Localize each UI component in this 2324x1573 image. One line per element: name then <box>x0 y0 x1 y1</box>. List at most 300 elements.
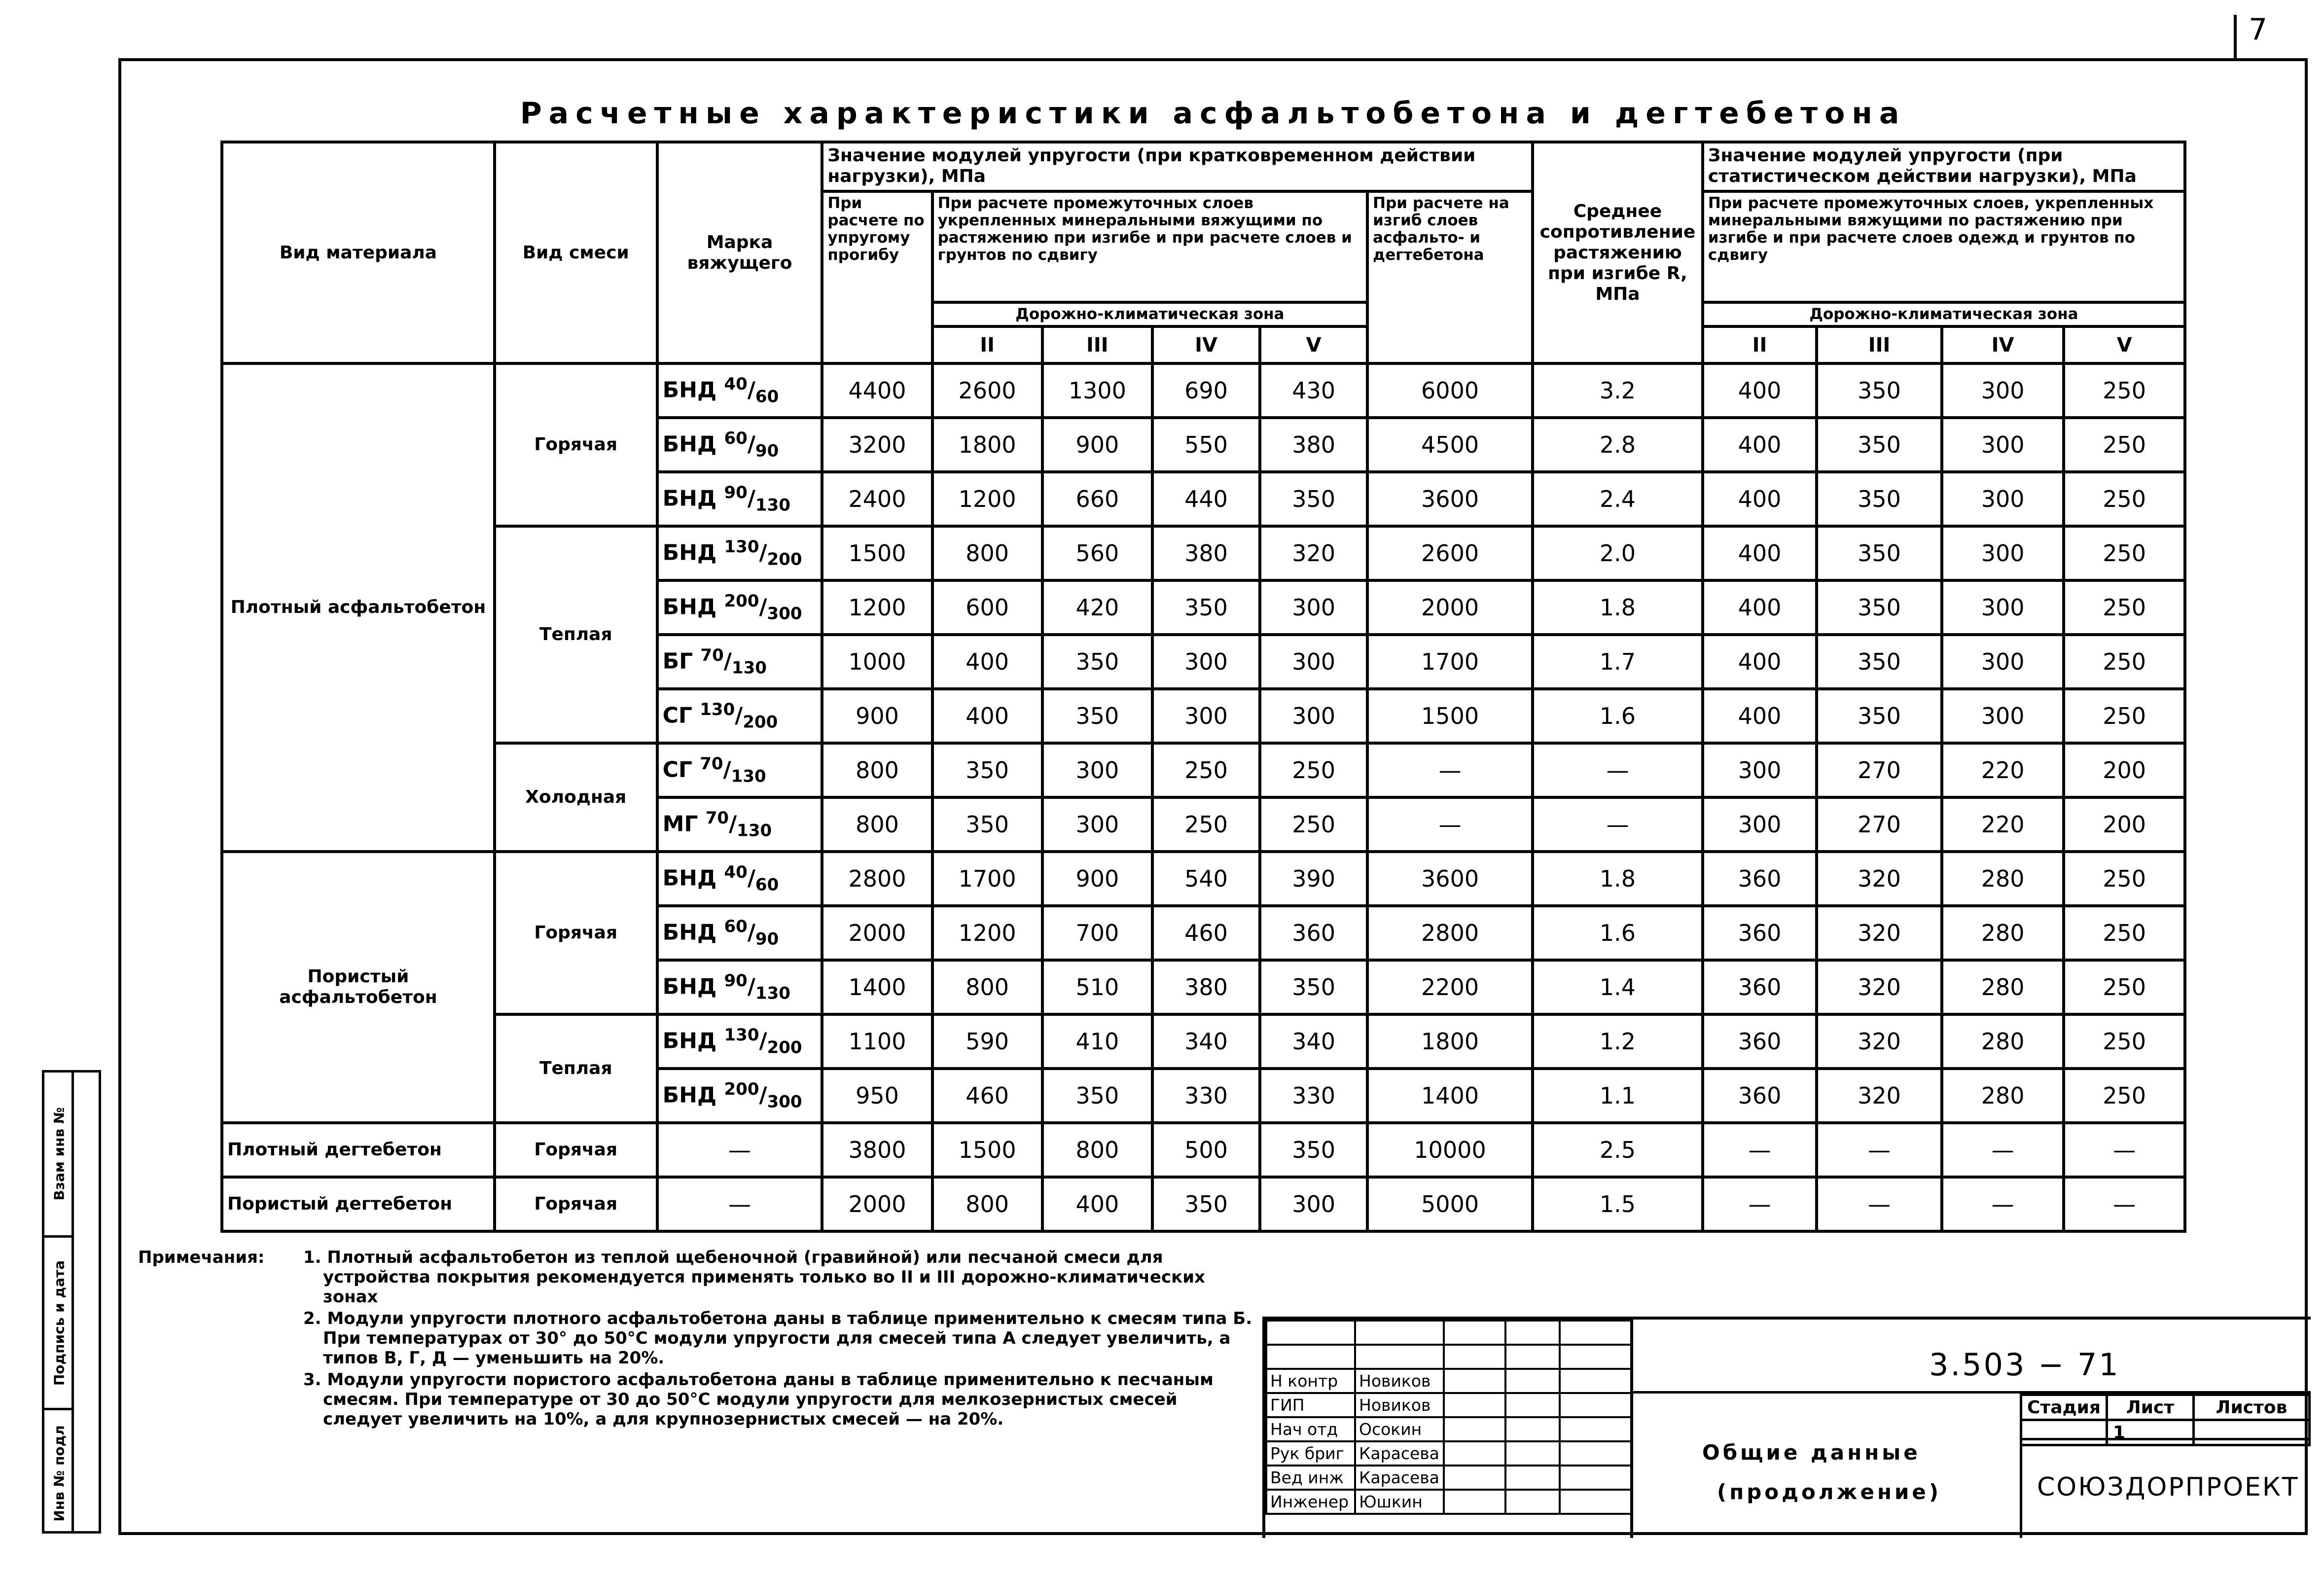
modulus-static: 280 <box>1942 1014 2064 1069</box>
modulus-deflection: 3800 <box>822 1123 932 1177</box>
modulus-static: 300 <box>1703 797 1817 852</box>
modulus-zone: 380 <box>1260 418 1367 472</box>
modulus-static: 320 <box>1817 906 1942 960</box>
zone-label: V <box>2064 326 2185 363</box>
binder-cell: БНД $^{90}/_{130}$ <box>657 472 822 526</box>
modulus-zone: 300 <box>1260 1177 1367 1231</box>
binder-cell: СГ $^{130}/_{200}$ <box>657 689 822 743</box>
modulus-static: 250 <box>2064 580 2185 635</box>
organization: СОЮЗДОРПРОЕКТ <box>2037 1472 2299 1502</box>
modulus-static: 250 <box>2064 418 2185 472</box>
note-item: 2. Модули упругости плотного асфальтобетона даны в таблице применительно к смесям типа Б. При температурах от 30° до 50°С модули упругости для смесей типа А следует увеличить, а типов В, Г, Д — уменьшить на 20%. <box>303 1309 1252 1368</box>
binder-cell: МГ $^{70}/_{130}$ <box>657 797 822 852</box>
modulus-static: 320 <box>1817 852 1942 906</box>
modulus-zone: 1300 <box>1042 363 1152 418</box>
header-binder: Марка вяжущего <box>657 142 822 363</box>
signature-row <box>1266 1466 1631 1490</box>
tensile-strength: 1.6 <box>1533 906 1703 960</box>
modulus-deflection: 2400 <box>822 472 932 526</box>
binder-name: БНД <box>662 1028 717 1054</box>
modulus-deflection: 2800 <box>822 852 932 906</box>
binder-denominator: 130 <box>731 658 767 678</box>
modulus-static: 300 <box>1942 635 2064 689</box>
signer-name: Новиков <box>1355 1369 1444 1393</box>
binder-name: БНД <box>662 594 717 620</box>
modulus-static: 250 <box>2064 1069 2185 1123</box>
modulus-static: 220 <box>1942 797 2064 852</box>
binder-denominator: 60 <box>755 387 779 407</box>
modulus-zone: 250 <box>1152 743 1260 797</box>
mix-cell: Горячая <box>495 1123 657 1177</box>
modulus-static: 300 <box>1942 580 2064 635</box>
tensile-strength: 1.8 <box>1533 580 1703 635</box>
tensile-strength: 1.4 <box>1533 960 1703 1014</box>
modulus-bending: 2000 <box>1367 580 1533 635</box>
binder-denominator: 300 <box>767 604 802 624</box>
characteristics-table <box>220 141 2186 1233</box>
modulus-static: — <box>1703 1177 1817 1231</box>
modulus-zone: 350 <box>1152 1177 1260 1231</box>
page-title: Расчетные характеристики асфальтобетона и дегтебетона <box>520 96 1906 131</box>
material-cell: Пористый дегтебетон <box>222 1177 495 1231</box>
modulus-zone: 300 <box>1260 635 1367 689</box>
binder-numerator: 90 <box>724 483 748 503</box>
sheet-number: 1 <box>2107 1420 2194 1445</box>
modulus-zone: 350 <box>932 797 1042 852</box>
header-deflection: При расчете по упругому прогибу <box>822 191 932 363</box>
modulus-static: 320 <box>1817 960 1942 1014</box>
signature-date <box>1505 1441 1560 1466</box>
modulus-static: 320 <box>1817 1069 1942 1123</box>
page-number: 7 <box>2249 12 2268 47</box>
binder-cell: БНД $^{40}/_{60}$ <box>657 363 822 418</box>
binder-cell: БНД $^{130}/_{200}$ <box>657 1014 822 1069</box>
modulus-zone: 250 <box>1260 797 1367 852</box>
modulus-zone: 1200 <box>932 472 1042 526</box>
signer-name: Осокин <box>1355 1417 1444 1441</box>
signature <box>1444 1417 1505 1441</box>
modulus-deflection: 4400 <box>822 363 932 418</box>
modulus-zone: 590 <box>932 1014 1042 1069</box>
modulus-static: — <box>2064 1177 2185 1231</box>
table-row <box>222 1014 2185 1069</box>
signature-row <box>1266 1393 1631 1417</box>
signer-role: Инженер <box>1266 1490 1355 1514</box>
modulus-zone: 420 <box>1042 580 1152 635</box>
modulus-static: 270 <box>1817 743 1942 797</box>
modulus-deflection: 800 <box>822 743 932 797</box>
table-row <box>222 743 2185 797</box>
binder-numerator: 60 <box>724 429 748 449</box>
top-edge-mark <box>2234 15 2237 59</box>
zone-label: IV <box>1152 326 1260 363</box>
modulus-static: — <box>1942 1177 2064 1231</box>
binder-name: — <box>728 1191 751 1217</box>
binder-cell <box>657 1177 822 1231</box>
binder-name: БНД <box>662 920 717 945</box>
signature <box>1444 1393 1505 1417</box>
modulus-zone: 350 <box>1042 689 1152 743</box>
modulus-zone: 700 <box>1042 906 1152 960</box>
material-cell: Пористый асфальтобетон <box>222 852 495 1123</box>
modulus-static: 350 <box>1817 526 1942 580</box>
side-cell <box>44 1072 74 1235</box>
tensile-strength: 3.2 <box>1533 363 1703 418</box>
modulus-static: 200 <box>2064 743 2185 797</box>
mix-cell: Горячая <box>495 852 657 1014</box>
modulus-zone: 300 <box>1042 743 1152 797</box>
header-intermediate: При расчете промежуточных слоев укрепленных минеральными вяжущими по растяжению при изгибе и при расчете слоев и грунтов по сдвигу <box>932 191 1368 302</box>
signature-extra <box>1560 1466 1631 1490</box>
modulus-static: 400 <box>1703 363 1817 418</box>
modulus-deflection: 1500 <box>822 526 932 580</box>
mix-cell: Теплая <box>495 526 657 743</box>
binder-numerator: 200 <box>724 591 759 611</box>
modulus-static: 350 <box>1817 689 1942 743</box>
stage-label: Стадия <box>2021 1395 2107 1420</box>
modulus-static: 280 <box>1942 852 2064 906</box>
modulus-static: 250 <box>2064 960 2185 1014</box>
modulus-zone: 1800 <box>932 418 1042 472</box>
signer-name: Карасева <box>1355 1441 1444 1466</box>
modulus-zone: 350 <box>1152 580 1260 635</box>
binder-name: БНД <box>662 540 717 566</box>
sheet-label: Лист <box>2107 1395 2194 1420</box>
modulus-zone: 300 <box>1152 635 1260 689</box>
binder-numerator: 40 <box>724 862 748 883</box>
modulus-zone: 300 <box>1042 797 1152 852</box>
modulus-deflection: 2000 <box>822 1177 932 1231</box>
signature-date <box>1505 1490 1560 1514</box>
modulus-static: — <box>1817 1123 1942 1177</box>
modulus-bending: 3600 <box>1367 852 1533 906</box>
tensile-strength: — <box>1533 743 1703 797</box>
table-row <box>222 526 2185 580</box>
tensile-strength: 1.6 <box>1533 689 1703 743</box>
notes-label: Примечания: <box>138 1248 265 1267</box>
modulus-zone: 2600 <box>932 363 1042 418</box>
modulus-static: 250 <box>2064 906 2185 960</box>
modulus-zone: 390 <box>1260 852 1367 906</box>
modulus-static: 250 <box>2064 526 2185 580</box>
binder-denominator: 200 <box>743 712 778 732</box>
header-bending: При расчете на изгиб слоев асфальто- и дегтебетона <box>1367 191 1533 363</box>
modulus-static: — <box>1817 1177 1942 1231</box>
tensile-strength: 2.8 <box>1533 418 1703 472</box>
modulus-static: 360 <box>1703 906 1817 960</box>
modulus-zone: 340 <box>1260 1014 1367 1069</box>
title-block <box>1262 1317 2311 1538</box>
binder-cell: СГ $^{70}/_{130}$ <box>657 743 822 797</box>
modulus-zone: 1700 <box>932 852 1042 906</box>
header-tensile-strength: Среднее сопротивление растяжению при изгибе R, МПа <box>1533 142 1703 363</box>
modulus-bending: 6000 <box>1367 363 1533 418</box>
modulus-static: 270 <box>1817 797 1942 852</box>
signer-role: Вед инж <box>1266 1466 1355 1490</box>
binder-denominator: 130 <box>755 983 790 1003</box>
modulus-zone: 330 <box>1260 1069 1367 1123</box>
modulus-zone: 380 <box>1152 526 1260 580</box>
binder-denominator: 130 <box>755 495 790 515</box>
modulus-static: 280 <box>1942 1069 2064 1123</box>
modulus-zone: 800 <box>932 1177 1042 1231</box>
modulus-static: 250 <box>2064 689 2185 743</box>
mix-cell: Теплая <box>495 1014 657 1123</box>
binder-denominator: 200 <box>767 1037 802 1058</box>
modulus-bending: 1500 <box>1367 689 1533 743</box>
modulus-zone: 510 <box>1042 960 1152 1014</box>
mix-cell: Холодная <box>495 743 657 852</box>
modulus-zone: 690 <box>1152 363 1260 418</box>
modulus-deflection: 3200 <box>822 418 932 472</box>
header-zone-static: Дорожно-климатическая зона <box>1703 302 2185 326</box>
table-row <box>222 363 2185 418</box>
binder-denominator: 90 <box>755 929 779 949</box>
modulus-static: 220 <box>1942 743 2064 797</box>
binder-denominator: 90 <box>755 441 779 461</box>
modulus-zone: 350 <box>1260 472 1367 526</box>
modulus-static: 350 <box>1817 363 1942 418</box>
zone-label: II <box>1703 326 1817 363</box>
modulus-static: 400 <box>1703 526 1817 580</box>
modulus-static: 280 <box>1942 906 2064 960</box>
header-static: Значение модулей упругости (при статистическом действии нагрузки), МПа <box>1703 142 2185 191</box>
signer-name: Новиков <box>1355 1393 1444 1417</box>
modulus-zone: 300 <box>1152 689 1260 743</box>
signature-extra <box>1560 1490 1631 1514</box>
binder-name: БНД <box>662 865 717 891</box>
document-code-box <box>1630 1320 2311 1394</box>
binder-cell: БНД $^{90}/_{130}$ <box>657 960 822 1014</box>
binder-numerator: 130 <box>700 700 735 720</box>
header-material: Вид материала <box>222 142 495 363</box>
modulus-zone: 600 <box>932 580 1042 635</box>
modulus-zone: 360 <box>1260 906 1367 960</box>
binder-denominator: 130 <box>737 821 772 841</box>
modulus-static: 250 <box>2064 472 2185 526</box>
tensile-strength: 1.8 <box>1533 852 1703 906</box>
sheet-name: Общие данные <box>1702 1440 1921 1465</box>
modulus-static: 200 <box>2064 797 2185 852</box>
signature-date <box>1505 1466 1560 1490</box>
binder-name: БНД <box>662 974 717 1000</box>
modulus-static: 360 <box>1703 1069 1817 1123</box>
table-row <box>222 1123 2185 1177</box>
binder-cell: БНД $^{60}/_{90}$ <box>657 906 822 960</box>
note-item: 1. Плотный асфальтобетон из теплой щебеночной (гравийной) или песчаной смеси для устройства покрытия рекомендуется применять только во II и III дорожно-климатических зонах <box>303 1248 1205 1307</box>
modulus-bending: — <box>1367 743 1533 797</box>
signature <box>1444 1490 1505 1514</box>
material-cell: Плотный асфальтобетон <box>222 363 495 852</box>
signature-row <box>1266 1369 1631 1393</box>
modulus-static: 250 <box>2064 1014 2185 1069</box>
notes <box>138 1248 1252 1431</box>
modulus-deflection: 800 <box>822 797 932 852</box>
modulus-zone: 330 <box>1152 1069 1260 1123</box>
binder-numerator: 70 <box>705 808 729 828</box>
modulus-static: 360 <box>1703 852 1817 906</box>
modulus-zone: 800 <box>932 960 1042 1014</box>
modulus-zone: 460 <box>1152 906 1260 960</box>
modulus-static: 400 <box>1703 580 1817 635</box>
binder-cell: БГ $^{70}/_{130}$ <box>657 635 822 689</box>
binder-name: БНД <box>662 431 717 457</box>
binder-numerator: 40 <box>724 374 748 394</box>
signer-name: Карасева <box>1355 1466 1444 1490</box>
modulus-static: 250 <box>2064 852 2185 906</box>
modulus-deflection: 950 <box>822 1069 932 1123</box>
document-code: 3.503 − 71 <box>1929 1347 2120 1383</box>
modulus-zone: 300 <box>1260 580 1367 635</box>
binder-denominator: 60 <box>755 875 779 895</box>
header-static-sub: При расчете промежуточных слоев, укрепленных минеральными вяжущими по растяжению при изгибе и при расчете слоев одежд и грунтов по сдвигу <box>1703 191 2185 302</box>
signature-extra <box>1560 1393 1631 1417</box>
signature-row <box>1266 1490 1631 1514</box>
signature-date <box>1505 1369 1560 1393</box>
binder-numerator: 130 <box>724 537 759 557</box>
binder-name: — <box>728 1137 751 1163</box>
modulus-deflection: 1200 <box>822 580 932 635</box>
modulus-static: 300 <box>1942 472 2064 526</box>
modulus-zone: 440 <box>1152 472 1260 526</box>
sheet-name-box <box>1630 1394 2020 1538</box>
signature-extra <box>1560 1441 1631 1466</box>
modulus-zone: 800 <box>1042 1123 1152 1177</box>
signature-row <box>1266 1441 1631 1466</box>
modulus-bending: 2200 <box>1367 960 1533 1014</box>
modulus-zone: 400 <box>932 635 1042 689</box>
modulus-zone: 320 <box>1260 526 1367 580</box>
binder-numerator: 90 <box>724 971 748 991</box>
modulus-zone: 350 <box>1260 960 1367 1014</box>
tensile-strength: 1.1 <box>1533 1069 1703 1123</box>
modulus-static: — <box>1942 1123 2064 1177</box>
signature <box>1444 1369 1505 1393</box>
modulus-static: 400 <box>1703 635 1817 689</box>
signer-name: Юшкин <box>1355 1490 1444 1514</box>
binder-cell: БНД $^{130}/_{200}$ <box>657 526 822 580</box>
modulus-zone: 1200 <box>932 906 1042 960</box>
modulus-static: 300 <box>1942 363 2064 418</box>
binder-name: БНД <box>662 486 717 511</box>
mix-cell: Горячая <box>495 1177 657 1231</box>
modulus-static: 300 <box>1942 526 2064 580</box>
modulus-zone: 900 <box>1042 418 1152 472</box>
binder-name: БНД <box>662 1082 717 1108</box>
modulus-static: 300 <box>1942 689 2064 743</box>
modulus-bending: 4500 <box>1367 418 1533 472</box>
binder-name: БНД <box>662 377 717 403</box>
tensile-strength: 2.4 <box>1533 472 1703 526</box>
zone-label: IV <box>1942 326 2064 363</box>
modulus-static: 300 <box>1942 418 2064 472</box>
modulus-static: 360 <box>1703 1014 1817 1069</box>
header-short-term: Значение модулей упругости (при кратковременном действии нагрузки), МПа <box>822 142 1533 191</box>
side-stamp <box>42 1070 101 1534</box>
tensile-strength: 2.0 <box>1533 526 1703 580</box>
modulus-static: 350 <box>1817 635 1942 689</box>
signature-table <box>1265 1320 1632 1515</box>
binder-numerator: 130 <box>724 1025 759 1045</box>
modulus-bending: 2800 <box>1367 906 1533 960</box>
modulus-zone: 400 <box>932 689 1042 743</box>
binder-denominator: 200 <box>767 549 802 570</box>
binder-cell: БНД $^{200}/_{300}$ <box>657 1069 822 1123</box>
modulus-zone: 550 <box>1152 418 1260 472</box>
modulus-zone: 460 <box>932 1069 1042 1123</box>
modulus-zone: 560 <box>1042 526 1152 580</box>
modulus-deflection: 1400 <box>822 960 932 1014</box>
modulus-zone: 340 <box>1152 1014 1260 1069</box>
table-row <box>222 852 2185 906</box>
note-item: 3. Модули упругости пористого асфальтобетона даны в таблице применительно к песчаным смесям. При температуре от 30 до 50°С модули упругости для мелкозернистых смесей следует увеличить на 10%, а для крупнозернистых смесей — на 20%. <box>303 1370 1214 1429</box>
modulus-zone: 1500 <box>932 1123 1042 1177</box>
signature <box>1444 1466 1505 1490</box>
modulus-static: 320 <box>1817 1014 1942 1069</box>
binder-name: СГ <box>662 757 692 783</box>
signature-row <box>1266 1417 1631 1441</box>
binder-numerator: 200 <box>724 1079 759 1100</box>
modulus-static: 250 <box>2064 363 2185 418</box>
organization-box <box>2020 1438 2311 1538</box>
modulus-zone: 430 <box>1260 363 1367 418</box>
modulus-zone: 400 <box>1042 1177 1152 1231</box>
side-label: Взам инв № <box>51 1107 68 1201</box>
binder-name: МГ <box>662 811 698 837</box>
signer-role: Нач отд <box>1266 1417 1355 1441</box>
side-cell <box>44 1408 74 1536</box>
modulus-zone: 800 <box>932 526 1042 580</box>
side-label: Подпись и дата <box>51 1260 68 1386</box>
modulus-static: 250 <box>2064 635 2185 689</box>
tensile-strength: — <box>1533 797 1703 852</box>
signer-role: Н контр <box>1266 1369 1355 1393</box>
modulus-zone: 350 <box>1042 1069 1152 1123</box>
modulus-deflection: 2000 <box>822 906 932 960</box>
modulus-deflection: 1100 <box>822 1014 932 1069</box>
modulus-zone: 350 <box>1260 1123 1367 1177</box>
signature-date <box>1505 1417 1560 1441</box>
modulus-static: 360 <box>1703 960 1817 1014</box>
binder-cell: БНД $^{200}/_{300}$ <box>657 580 822 635</box>
zone-label: III <box>1817 326 1942 363</box>
modulus-static: 350 <box>1817 472 1942 526</box>
binder-cell: БНД $^{60}/_{90}$ <box>657 418 822 472</box>
signer-role: Рук бриг <box>1266 1441 1355 1466</box>
tensile-strength: 1.7 <box>1533 635 1703 689</box>
modulus-deflection: 900 <box>822 689 932 743</box>
binder-numerator: 60 <box>724 917 748 937</box>
modulus-zone: 500 <box>1152 1123 1260 1177</box>
modulus-bending: 1700 <box>1367 635 1533 689</box>
zone-label: II <box>932 326 1042 363</box>
binder-numerator: 70 <box>700 754 723 774</box>
modulus-bending: 2600 <box>1367 526 1533 580</box>
signature <box>1444 1441 1505 1466</box>
modulus-zone: 660 <box>1042 472 1152 526</box>
modulus-bending: 3600 <box>1367 472 1533 526</box>
modulus-deflection: 1000 <box>822 635 932 689</box>
signature-extra <box>1560 1417 1631 1441</box>
modulus-zone: 410 <box>1042 1014 1152 1069</box>
header-zone: Дорожно-климатическая зона <box>932 302 1368 326</box>
modulus-zone: 250 <box>1260 743 1367 797</box>
tensile-strength: 1.2 <box>1533 1014 1703 1069</box>
table-row <box>222 1177 2185 1231</box>
signature-date <box>1505 1393 1560 1417</box>
modulus-bending: 1800 <box>1367 1014 1533 1069</box>
modulus-static: 400 <box>1703 472 1817 526</box>
